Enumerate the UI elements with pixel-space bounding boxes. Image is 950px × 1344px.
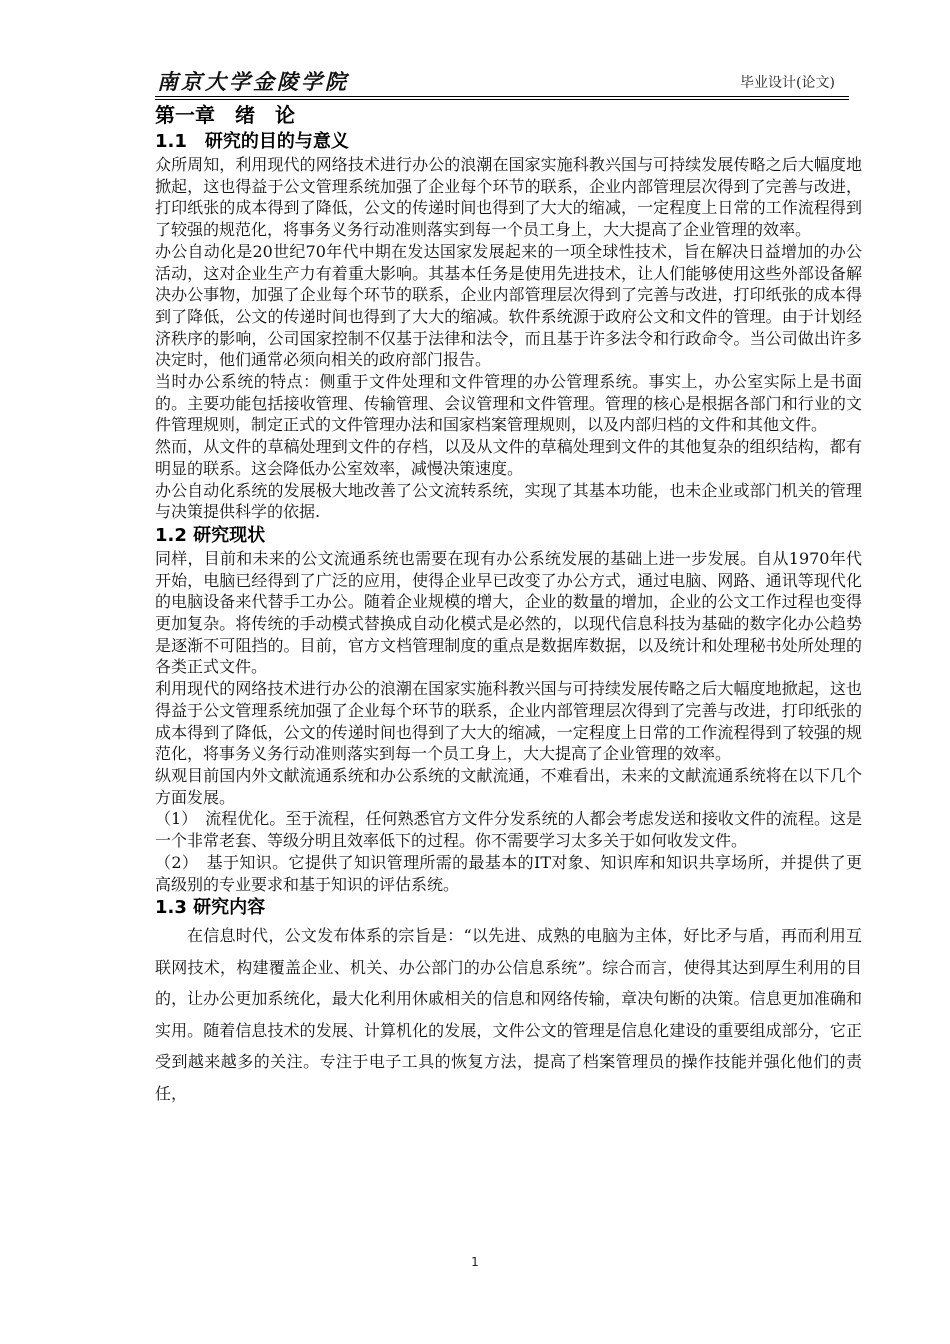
paragraph: 利用现代的网络技术进行办公的浪潮在国家实施科教兴国与可持续发展传略之后大幅度地掀起，这也得益于公文管理系统加强了企业每个环节的联系，企业内部管理层次得到了完善与改进，打印纸张的成本得到了降低，公文的传递时间也得到了大大的缩减，一定程度上日常的工作流程得到了较强的规范化，将事务义务行动准则落实到每一个员工身上，大大提高了企业管理的效率。 (155, 679, 862, 764)
body-content (155, 101, 862, 1109)
paragraph: 纵观目前国内外文献流通系统和办公系统的文献流通，不难看出，未来的文献流通系统将在以下几个方面发展。 (155, 765, 862, 807)
paragraph: 办公自动化系统的发展极大地改善了公文流转系统，实现了其基本功能，也未企业或部门机关的管理与决策提供科学的依据. (155, 480, 862, 522)
institution-logo-text: 南京大学金陵学院 (157, 69, 349, 94)
paragraph: 在信息时代，公文发布体系的宗旨是：“以先进、成熟的电脑为主体，好比矛与盾，再而利用互联网技术，构建覆盖企业、机关、办公部门的办公信息系统”。综合而言，使得其达到厚生利用的目的，让办公更加系统化，最大化利用休戚相关的信息和网络传输，章决句断的决策。信息更加准确和实用。随着信息技术的发展、计算机化的发展，文件公文的管理是信息化建设的重要组成部分，它正受到越来越多的关注。专注于电子工具的恢复方法，提高了档案管理员的操作技能并强化他们的责任， (155, 926, 862, 1103)
paragraph: 众所周知，利用现代的网络技术进行办公的浪潮在国家实施科教兴国与可持续发展传略之后大幅度地掀起，这也得益于公文管理系统加强了企业每个环节的联系，企业内部管理层次得到了完善与改进，打印纸张的成本得到了降低，公文的传递时间也得到了大大的缩减，一定程度上日常的工作流程得到了较强的规范化，将事务义务行动准则落实到每一个员工身上，大大提高了企业管理的效率。 (155, 155, 862, 240)
page-number: 1 (471, 1255, 479, 1269)
paragraph: 同样，目前和未来的公文流通系统也需要在现有办公系统发展的基础上进一步发展。自从1970年代开始，电脑已经得到了广泛的应用，使得企业早已改变了办公方式，通过电脑、网路、通讯等现代化的电脑设备来代替手工办公。随着企业规模的增大，企业的数量的增加，企业的公文工作过程也变得更加复杂。将传统的手动模式替换成自动化模式是必然的，以现代信息科技为基础的数字化办公趋势是逐渐不可阻挡的。目前，官方文档管理制度的重点是数据库数据，以及统计和处理秘书处所处理的各类正式文件。 (155, 548, 862, 677)
paragraph: 当时办公系统的特点：侧重于文件处理和文件管理的办公管理系统。事实上，办公室实际上是书面的。主要功能包括接收管理、传输管理、会议管理和文件管理。管理的核心是根据各部门和行业的文件管理规则，制定正式的文件管理办法和国家档案管理规则，以及内部归档的文件和其他文件。 (155, 372, 862, 435)
header-rule-second (155, 99, 849, 100)
list-item: （1） 流程优化。至于流程，任何熟悉官方文件分发系统的人都会考虑发送和接收文件的流程。这是一个非常老套、等级分明且效率低下的过程。你不需要学习太多关于如何收发文件。 (155, 809, 862, 851)
section-title: 1.1 研究的目的与意义 (155, 131, 349, 152)
chapter-title: 第一章 绪 论 (155, 103, 295, 127)
list-item: （2） 基于知识。它提供了知识管理所需的最基本的IT对象、知识库和知识共享场所，并提供了更高级别的专业要求和基于知识的评估系统。 (155, 852, 862, 894)
paragraph: 办公自动化是20世纪70年代中期在发达国家发展起来的一项全球性技术，旨在解决日益增加的办公活动，这对企业生产力有着重大影响。其基本任务是使用先进技术，让人们能够使用这些外部设备解决办公事物，加强了企业每个环节的联系，企业内部管理层次得到了完善与改进，打印纸张的成本得到了降低，公文的传递时间也得到了大大的缩减。软件系统源于政府公文和文件的管理。由于计划经济秩序的影响，公司国家控制不仅基于法律和法令，而且基于许多法令和行政命令。当公司做出许多决定时，他们通常必须向相关的政府部门报告。 (155, 241, 862, 370)
section-title: 1.2 研究现状 (155, 524, 266, 546)
section-title: 1.3 研究内容 (155, 897, 266, 919)
document-type-label: 毕业设计(论文) (740, 75, 835, 91)
header-rule (155, 96, 849, 97)
paragraph: 然而，从文件的草稿处理到文件的存档，以及从文件的草稿处理到文件的其他复杂的组织结构，都有明显的联系。这会降低办公室效率，减慢决策速度。 (155, 437, 862, 478)
